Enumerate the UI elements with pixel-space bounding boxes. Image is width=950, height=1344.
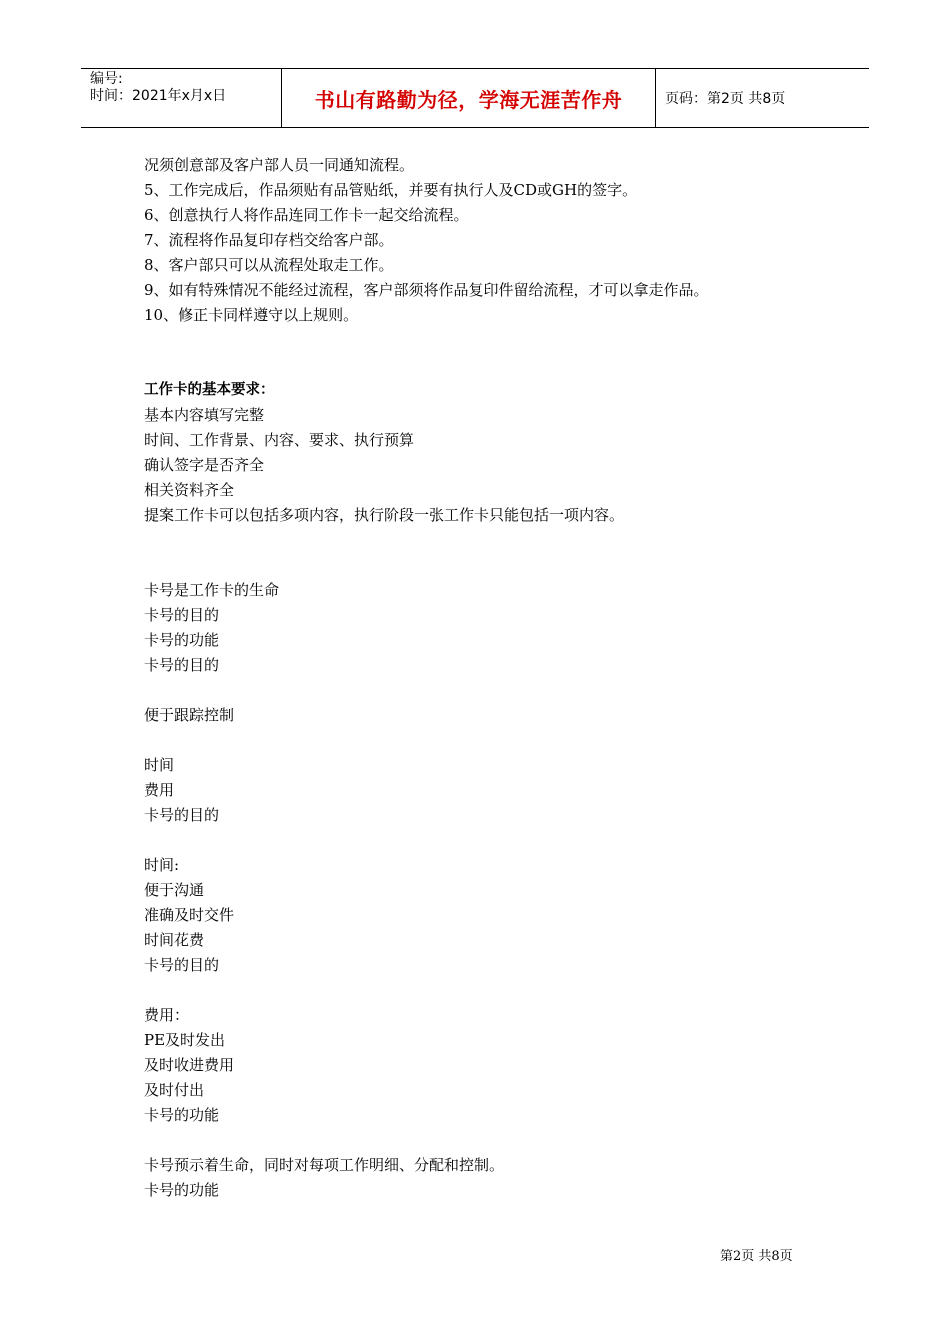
- body-line: 基本内容填写完整: [144, 406, 265, 424]
- blank-line: [144, 328, 844, 353]
- body-line: 6、创意执行人将作品连同工作卡一起交给流程。: [144, 206, 469, 224]
- body-line: 费用: [144, 781, 175, 799]
- body-line: 相关资料齐全: [144, 481, 235, 499]
- body-line: 况须创意部及客户部人员一同通知流程。: [144, 156, 415, 174]
- body-line: 便于跟踪控制: [144, 706, 235, 724]
- header-meta: [81, 69, 282, 127]
- page-header: [81, 68, 869, 128]
- body-line: 5、工作完成后，作品须贴有品管贴纸，并要有执行人及CD或GH的签字。: [144, 181, 638, 199]
- body-line: 卡号的目的: [144, 956, 220, 974]
- body-line: 卡号的功能: [144, 1181, 220, 1199]
- body-line: 卡号的目的: [144, 806, 220, 824]
- section-heading: 工作卡的基本要求：: [144, 382, 275, 398]
- blank-line: [144, 728, 844, 753]
- body-line: 卡号的目的: [144, 606, 220, 624]
- body-line: 8、客户部只可以从流程处取走工作。: [144, 256, 394, 274]
- body-line: 卡号的功能: [144, 1106, 220, 1124]
- body-line: 及时收进费用: [144, 1056, 235, 1074]
- body-line: 10、修正卡同样遵守以上规则。: [144, 306, 359, 324]
- header-time-label: 时间：2021年x月x日: [90, 88, 227, 104]
- body-line: 及时付出: [144, 1081, 205, 1099]
- header-page-label: 页码：第2页 共8页: [665, 91, 786, 107]
- body-line: 卡号是工作卡的生命: [144, 581, 280, 599]
- body-line: 确认签字是否齐全: [144, 456, 265, 474]
- body-line: 准确及时交件: [144, 906, 235, 924]
- blank-line: [144, 828, 844, 853]
- header-motto: 书山有路勤为径，学海无涯苦作舟: [282, 69, 656, 127]
- body-line: PE及时发出: [144, 1031, 226, 1049]
- body-line: 9、如有特殊情况不能经过流程，客户部须将作品复印件留给流程，才可以拿走作品。: [144, 281, 709, 299]
- document-body: [144, 153, 844, 1203]
- body-line: 时间花费: [144, 931, 205, 949]
- body-line: 费用：: [144, 1006, 190, 1024]
- body-line: 7、流程将作品复印存档交给客户部。: [144, 231, 394, 249]
- body-line: 卡号的目的: [144, 656, 220, 674]
- body-line: 时间、工作背景、内容、要求、执行预算: [144, 431, 415, 449]
- blank-line: [144, 528, 844, 553]
- blank-line: [144, 553, 844, 578]
- header-number-label: 编号:: [90, 71, 123, 87]
- blank-line: [144, 678, 844, 703]
- body-line: 时间: [144, 756, 175, 774]
- blank-line: [144, 1128, 844, 1153]
- blank-line: [144, 353, 844, 378]
- body-line: 卡号的功能: [144, 631, 220, 649]
- page-footer: 第2页 共8页: [720, 1249, 793, 1264]
- body-line: 提案工作卡可以包括多项内容，执行阶段一张工作卡只能包括一项内容。: [144, 506, 625, 524]
- blank-line: [144, 978, 844, 1003]
- body-line: 卡号预示着生命，同时对每项工作明细、分配和控制。: [144, 1156, 505, 1174]
- body-line: 时间:: [144, 856, 180, 874]
- body-line: 便于沟通: [144, 881, 205, 899]
